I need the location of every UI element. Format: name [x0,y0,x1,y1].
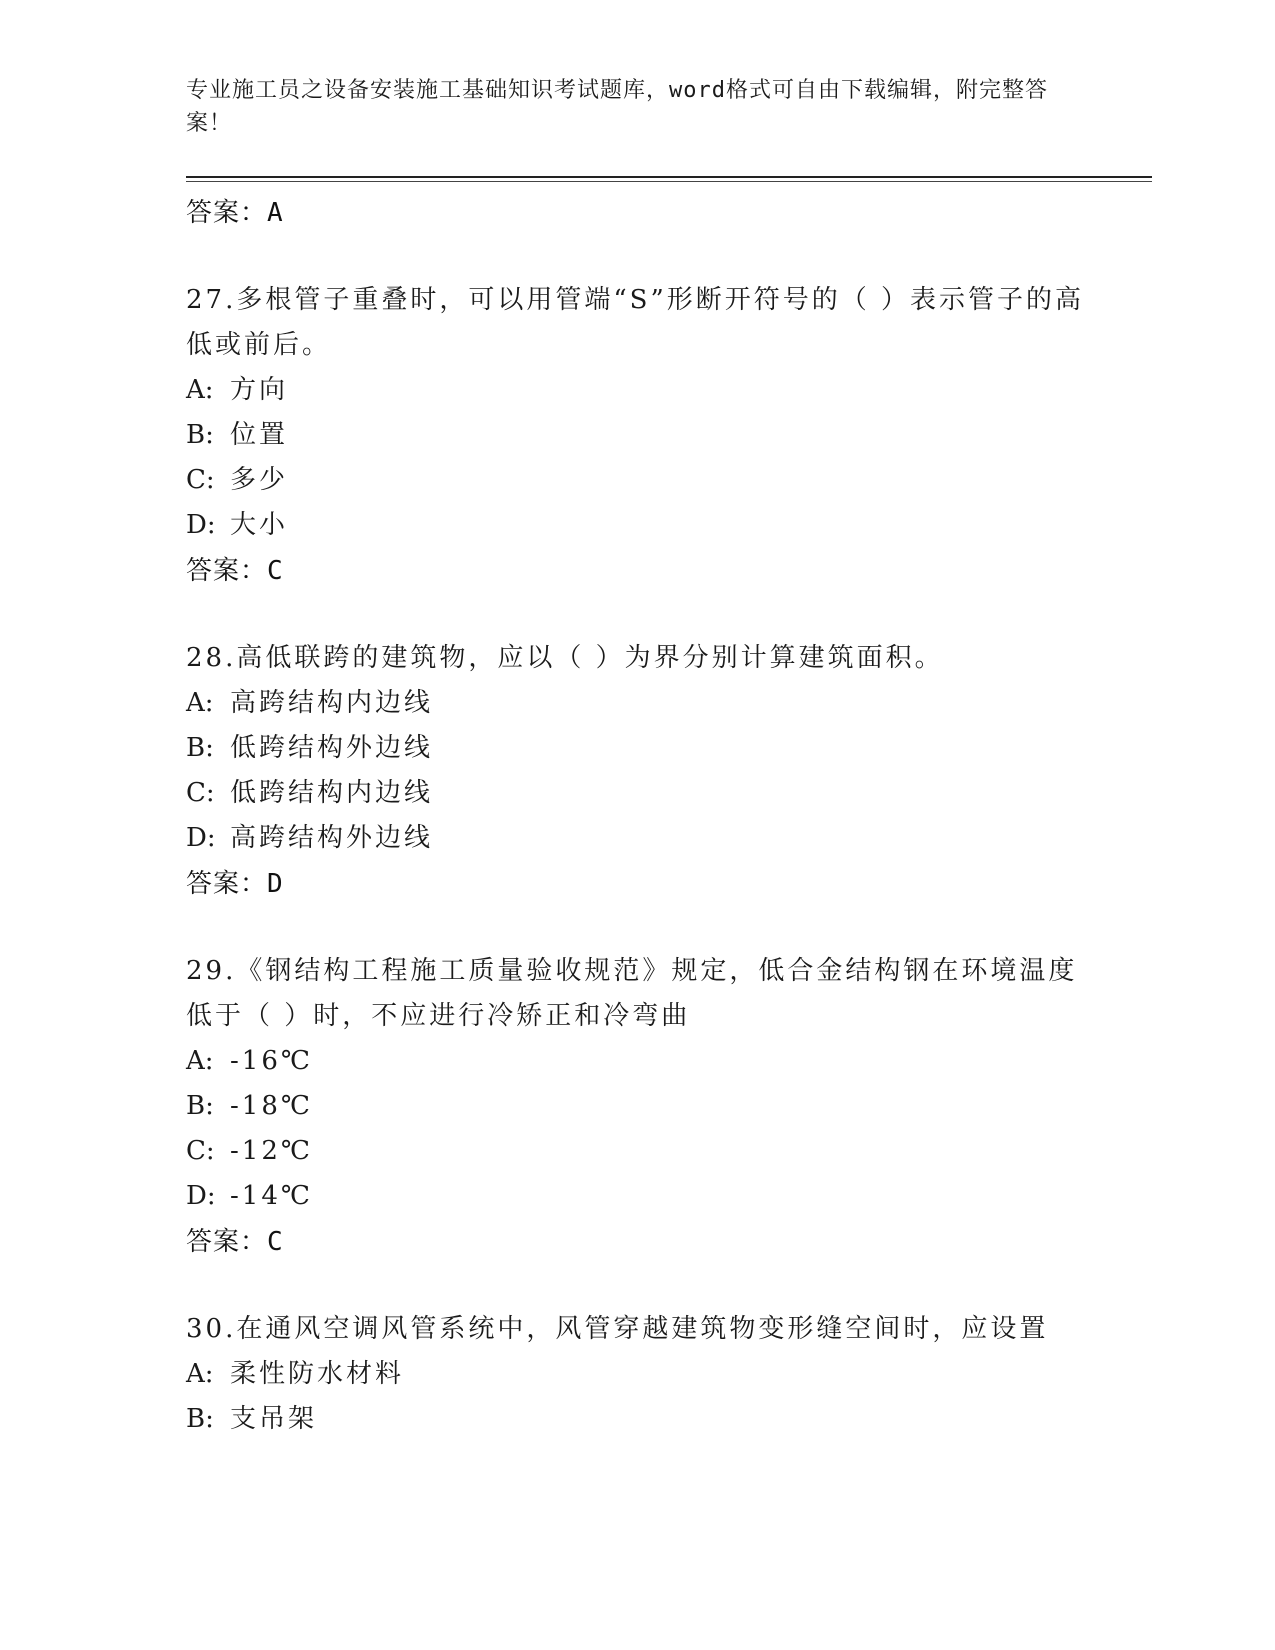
question-text: 29.《钢结构工程施工质量验收规范》规定，低合金结构钢在环境温度低于（ ）时，不应进行冷矫正和冷弯曲 [186,956,1078,1031]
option-item [186,458,1086,503]
header-divider-thick [186,176,1152,178]
header-divider-thin [186,181,1152,182]
option-text: 位置 [230,420,289,450]
question-text: 28.高低联跨的建筑物，应以（ ）为界分别计算建筑面积。 [186,643,944,673]
option-item [186,1352,1086,1397]
answer-value: C [267,1227,284,1257]
option-text: -14℃ [230,1181,313,1211]
option-item [186,1084,1086,1129]
answer-value: C [267,556,284,586]
answer-line [186,861,1086,907]
option-letter: C: [186,778,215,808]
option-letter: A: [186,1046,214,1076]
question-block [186,1307,1086,1442]
question-block [186,278,1086,594]
option-text: -12℃ [230,1136,313,1166]
option-item [186,771,1086,816]
option-text: -16℃ [230,1046,313,1076]
option-letter: A: [186,1359,214,1389]
option-letter: A: [186,375,214,405]
answer-line [186,190,1086,236]
question-text: 27.多根管子重叠时，可以用管端“S”形断开符号的（ ）表示管子的高低或前后。 [186,285,1085,360]
option-letter: B: [186,1404,214,1434]
option-text: 高跨结构内边线 [230,688,434,718]
option-letter: C: [186,1136,215,1166]
option-letter: B: [186,1091,214,1121]
option-item [186,1397,1086,1442]
answer-value: A [267,198,284,228]
option-text: -18℃ [230,1091,313,1121]
option-text: 方向 [230,375,289,405]
document-header: 专业施工员之设备安装施工基础知识考试题库，word格式可自由下载编辑，附完整答案！ [186,78,1048,136]
question-list [186,190,1086,1442]
option-text: 支吊架 [230,1404,318,1434]
question-block [186,949,1086,1265]
answer-label: 答案： [186,198,268,228]
option-item [186,1039,1086,1084]
answer-label: 答案： [186,1227,268,1257]
option-letter: D: [186,510,216,540]
question-text: 30.在通风空调风管系统中，风管穿越建筑物变形缝空间时，应设置 [186,1314,1049,1344]
option-item [186,1129,1086,1174]
option-letter: D: [186,823,216,853]
answer-label: 答案： [186,556,268,586]
option-item [186,681,1086,726]
option-item [186,816,1086,861]
answer-line [186,1219,1086,1265]
option-item [186,503,1086,548]
option-letter: A: [186,688,214,718]
option-text: 高跨结构外边线 [230,823,434,853]
option-text: 多少 [230,465,289,495]
answer-line [186,548,1086,594]
option-item [186,413,1086,458]
option-letter: B: [186,733,214,763]
answer-value: D [267,869,284,899]
question-block [186,636,1086,907]
option-item [186,726,1086,771]
option-letter: C: [186,465,215,495]
option-text: 柔性防水材料 [230,1359,405,1389]
answer-label: 答案： [186,869,268,899]
option-item [186,368,1086,413]
option-text: 低跨结构内边线 [230,778,434,808]
option-text: 低跨结构外边线 [230,733,434,763]
option-text: 大小 [230,510,289,540]
option-item [186,1174,1086,1219]
option-letter: B: [186,420,214,450]
option-letter: D: [186,1181,216,1211]
